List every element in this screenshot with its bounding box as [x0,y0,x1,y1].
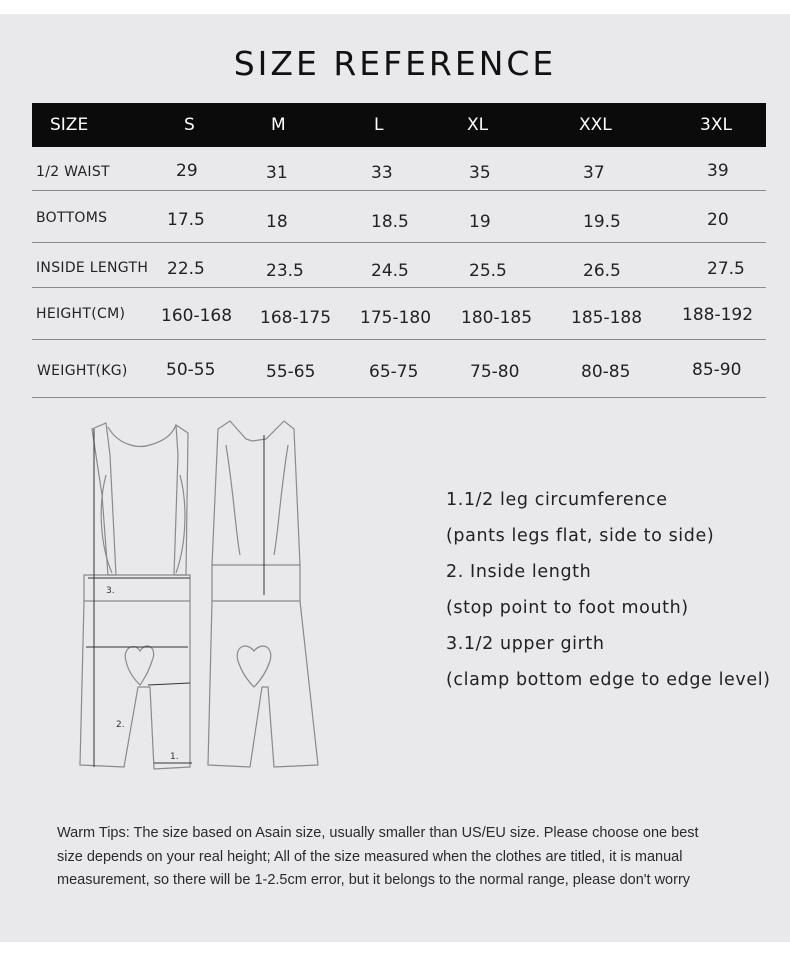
table-cell: 188-192 [682,305,754,325]
note-line: (stop point to foot mouth) [446,598,689,618]
table-cell: 168-175 [260,308,332,328]
measurement-arrows [86,429,264,767]
table-row [32,288,766,340]
note-line: 3.1/2 upper girth [446,634,605,654]
table-row [32,147,766,191]
bib-shorts-diagram [78,415,328,775]
table-cell: 160-168 [161,306,233,326]
table-cell: 23.5 [266,261,304,281]
table-cell: 33 [371,163,393,183]
marker-2: 2. [116,720,125,730]
table-cell: 29 [176,161,198,181]
table-cell: 17.5 [167,210,205,230]
marker-1: 1. [170,752,179,762]
table-row [32,191,766,243]
front-view-outline [80,423,190,769]
table-cell: 50-55 [166,360,216,380]
tips-line: size depends on your real height; All of the size measured when the clothes are titled, it is manual [57,848,683,865]
table-cell: 80-85 [581,362,631,382]
row-label: HEIGHT(CM) [36,306,126,322]
back-view-outline [208,421,318,767]
table-cell: 18 [266,212,288,232]
page-title: SIZE REFERENCE [233,44,557,83]
tips-line: Warm Tips: The size based on Asain size, usually smaller than US/EU size. Please choose one best [57,825,699,841]
table-cell: 65-75 [369,362,419,382]
table-cell: 37 [583,163,605,183]
size-table [32,103,766,398]
header-size: SIZE [50,115,89,135]
table-cell: 31 [266,163,288,183]
table-cell: 27.5 [707,259,745,279]
table-cell: 175-180 [360,308,432,328]
table-cell: 22.5 [167,259,205,279]
table-cell: 35 [469,163,491,183]
header-3xl: 3XL [700,115,732,135]
table-cell: 75-80 [470,362,520,382]
header-xl: XL [467,115,489,135]
warm-tips [57,822,777,893]
table-cell: 85-90 [692,360,742,380]
table-row [32,243,766,288]
table-row [32,340,766,398]
marker-3: 3. [106,586,115,596]
row-label: WEIGHT(KG) [37,363,128,379]
note-line: (pants legs flat, side to side) [446,526,715,546]
row-label: BOTTOMS [36,210,108,226]
note-line: 1.1/2 leg circumference [446,490,668,510]
header-xxl: XXL [579,115,612,135]
table-cell: 18.5 [371,212,409,232]
table-cell: 180-185 [461,308,533,328]
header-m: M [271,115,286,135]
note-line: (clamp bottom edge to edge level) [446,670,771,690]
table-cell: 39 [707,161,729,181]
table-cell: 26.5 [583,261,621,281]
tips-line: measurement, so there will be 1-2.5cm error, but it belongs to the normal range, please don't worry [57,872,691,888]
table-cell: 185-188 [571,308,643,328]
header-l: L [374,115,384,135]
header-s: S [184,115,195,135]
table-cell: 55-65 [266,362,316,382]
table-header [32,103,766,147]
measurement-notes [446,487,771,703]
table-cell: 19 [469,212,491,232]
table-cell: 20 [707,210,729,230]
row-label: INSIDE LENGTH [36,260,149,276]
table-cell: 19.5 [583,212,621,232]
row-label: 1/2 WAIST [36,164,110,180]
note-line: 2. Inside length [446,562,592,582]
table-cell: 25.5 [469,261,507,281]
table-cell: 24.5 [371,261,409,281]
